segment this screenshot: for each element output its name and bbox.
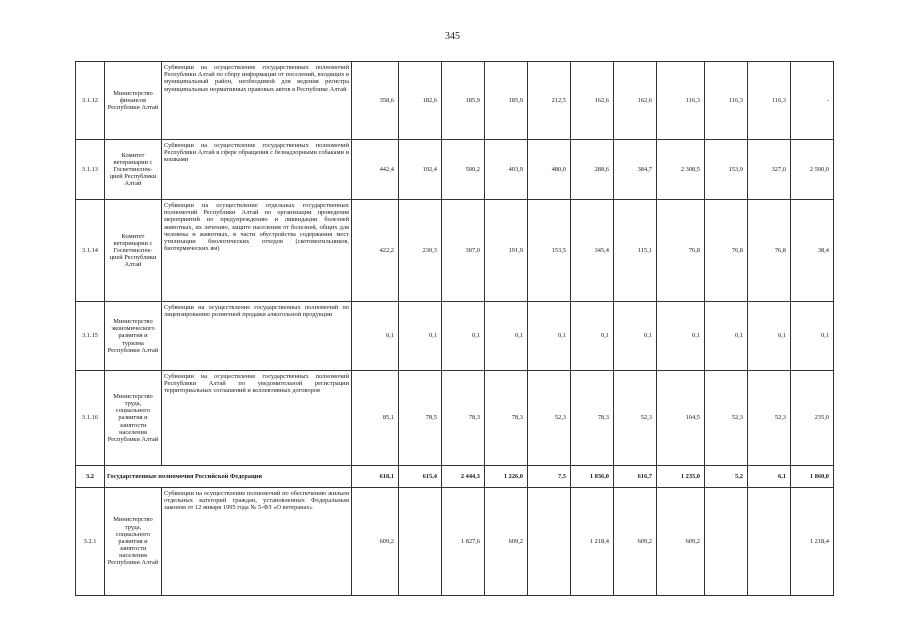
value-cell: 0,1 — [748, 302, 791, 371]
value-cell: 615,4 — [399, 466, 442, 488]
value-cell: 78,5 — [399, 371, 442, 466]
value-cell — [705, 488, 748, 596]
value-cell: 2 500,0 — [791, 140, 834, 200]
expense-description: Субвенции на осуществление отдельных государственных полномочий Республики Алтай по организации проведения мероприятий по предупреждению и ликвидации болезней животных, их лечению, защите населения от болезней, общих для человека и животных, в части обустройства содержания мест утилизации биологических отходов (скотомогильников, биотермических ям) — [162, 200, 352, 302]
value-cell: 0,1 — [528, 302, 571, 371]
row-number: 3.2.1 — [76, 488, 105, 596]
row-number: 3.1.16 — [76, 371, 105, 466]
value-cell: 76,8 — [657, 200, 705, 302]
value-cell: 212,5 — [528, 62, 571, 140]
value-cell — [748, 488, 791, 596]
expense-description: Субвенции на осуществление полномочий по обеспечению жильем отдельных категорий граждан, установленных Федеральным законом от 12 января 1995 года № 5-ФЗ «О ветеранах» — [162, 488, 352, 596]
table-row — [76, 371, 834, 466]
value-cell: 345,4 — [571, 200, 614, 302]
budget-table — [75, 61, 834, 596]
value-cell: 115,1 — [614, 200, 657, 302]
value-cell: 0,1 — [657, 302, 705, 371]
value-cell: 609,2 — [614, 488, 657, 596]
value-cell: 403,9 — [485, 140, 528, 200]
section-row — [76, 466, 834, 488]
value-cell — [399, 488, 442, 596]
value-cell: 384,7 — [614, 140, 657, 200]
value-cell: 1 226,0 — [485, 466, 528, 488]
value-cell: 0,1 — [791, 302, 834, 371]
responsible-organization: Комитет ветеринарии с Госветинспек-цией Республики Алтай — [105, 140, 162, 200]
value-cell: 76,8 — [705, 200, 748, 302]
table-row — [76, 200, 834, 302]
responsible-organization: Министерство экономического развития и туризма Республики Алтай — [105, 302, 162, 371]
value-cell: 230,3 — [399, 200, 442, 302]
responsible-organization: Министерство труда, социального развития и занятости населения Республики Алтай — [105, 371, 162, 466]
value-cell: 2 444,3 — [442, 466, 485, 488]
value-cell: 182,6 — [399, 62, 442, 140]
value-cell: 162,6 — [614, 62, 657, 140]
value-cell: 422,2 — [352, 200, 399, 302]
value-cell: 0,1 — [705, 302, 748, 371]
row-number: 3.1.13 — [76, 140, 105, 200]
value-cell: 1 218,4 — [791, 488, 834, 596]
value-cell: 192,4 — [399, 140, 442, 200]
value-cell: 78,3 — [442, 371, 485, 466]
value-cell: 1 860,0 — [791, 466, 834, 488]
value-cell: 609,2 — [485, 488, 528, 596]
section-title: Государственные полномочия Российской Федерации — [105, 466, 352, 488]
value-cell: 327,0 — [748, 140, 791, 200]
value-cell: 1 836,0 — [571, 466, 614, 488]
value-cell: 0,1 — [485, 302, 528, 371]
table-row — [76, 62, 834, 140]
value-cell: 0,1 — [571, 302, 614, 371]
value-cell: 609,2 — [657, 488, 705, 596]
value-cell: 307,0 — [442, 200, 485, 302]
value-cell: 442,4 — [352, 140, 399, 200]
value-cell: 153,5 — [528, 200, 571, 302]
responsible-organization: Министерство финансов Республики Алтай — [105, 62, 162, 140]
value-cell: 1 235,0 — [657, 466, 705, 488]
value-cell: 76,8 — [748, 200, 791, 302]
value-cell: 52,3 — [705, 371, 748, 466]
value-cell: 153,9 — [705, 140, 748, 200]
value-cell: 52,3 — [528, 371, 571, 466]
value-cell: 52,3 — [614, 371, 657, 466]
row-number: 3.1.15 — [76, 302, 105, 371]
value-cell: 116,3 — [705, 62, 748, 140]
value-cell: 0,1 — [614, 302, 657, 371]
responsible-organization: Комитет ветеринарии с Госветинспек-цией Республики Алтай — [105, 200, 162, 302]
value-cell: 7,5 — [528, 466, 571, 488]
value-cell: - — [791, 62, 834, 140]
value-cell: 0,1 — [352, 302, 399, 371]
expense-description: Субвенции на осуществление государственных полномочий Республики Алтай по уведомительной регистрации территориальных соглашений и коллективных договоров — [162, 371, 352, 466]
value-cell: 2 308,5 — [657, 140, 705, 200]
expense-description: Субвенции на осуществление государственных полномочий Республики Алтай по сбору информации от поселений, входящих в муниципальный район, необходимой для ведения регистра муниципальных нормативных правовых актов в Республике Алтай — [162, 62, 352, 140]
value-cell: 500,2 — [442, 140, 485, 200]
row-number: 3.1.12 — [76, 62, 105, 140]
row-number: 3.1.14 — [76, 200, 105, 302]
value-cell: 609,2 — [352, 488, 399, 596]
value-cell: 358,6 — [352, 62, 399, 140]
value-cell: 52,3 — [748, 371, 791, 466]
value-cell: 0,1 — [399, 302, 442, 371]
value-cell: 616,7 — [614, 466, 657, 488]
value-cell: 116,3 — [748, 62, 791, 140]
value-cell: 191,9 — [485, 200, 528, 302]
value-cell: 185,9 — [485, 62, 528, 140]
value-cell: 6,1 — [748, 466, 791, 488]
value-cell: 1 827,6 — [442, 488, 485, 596]
value-cell: 5,2 — [705, 466, 748, 488]
value-cell: 116,3 — [657, 62, 705, 140]
value-cell: 235,0 — [791, 371, 834, 466]
value-cell: 0,1 — [442, 302, 485, 371]
value-cell: 185,9 — [442, 62, 485, 140]
value-cell: 288,6 — [571, 140, 614, 200]
expense-description: Субвенции на осуществление государственных полномочий по лицензированию розничной продажи алкогольной продукции — [162, 302, 352, 371]
value-cell: 78,3 — [485, 371, 528, 466]
value-cell: 480,0 — [528, 140, 571, 200]
value-cell: 1 218,4 — [571, 488, 614, 596]
table-row — [76, 302, 834, 371]
page-number: 345 — [445, 31, 460, 42]
section-number: 3.2 — [76, 466, 105, 488]
responsible-organization: Министерство труда, социального развития и занятости населения Республики Алтай — [105, 488, 162, 596]
table-row — [76, 488, 834, 596]
table-row — [76, 140, 834, 200]
value-cell: 104,5 — [657, 371, 705, 466]
value-cell: 38,4 — [791, 200, 834, 302]
value-cell: 78,3 — [571, 371, 614, 466]
value-cell: 162,6 — [571, 62, 614, 140]
value-cell: 85,1 — [352, 371, 399, 466]
value-cell: 618,1 — [352, 466, 399, 488]
expense-description: Субвенции на осуществление государственных полномочий Республики Алтай в сфере обращения с безнадзорными собаками и кошками — [162, 140, 352, 200]
value-cell — [528, 488, 571, 596]
